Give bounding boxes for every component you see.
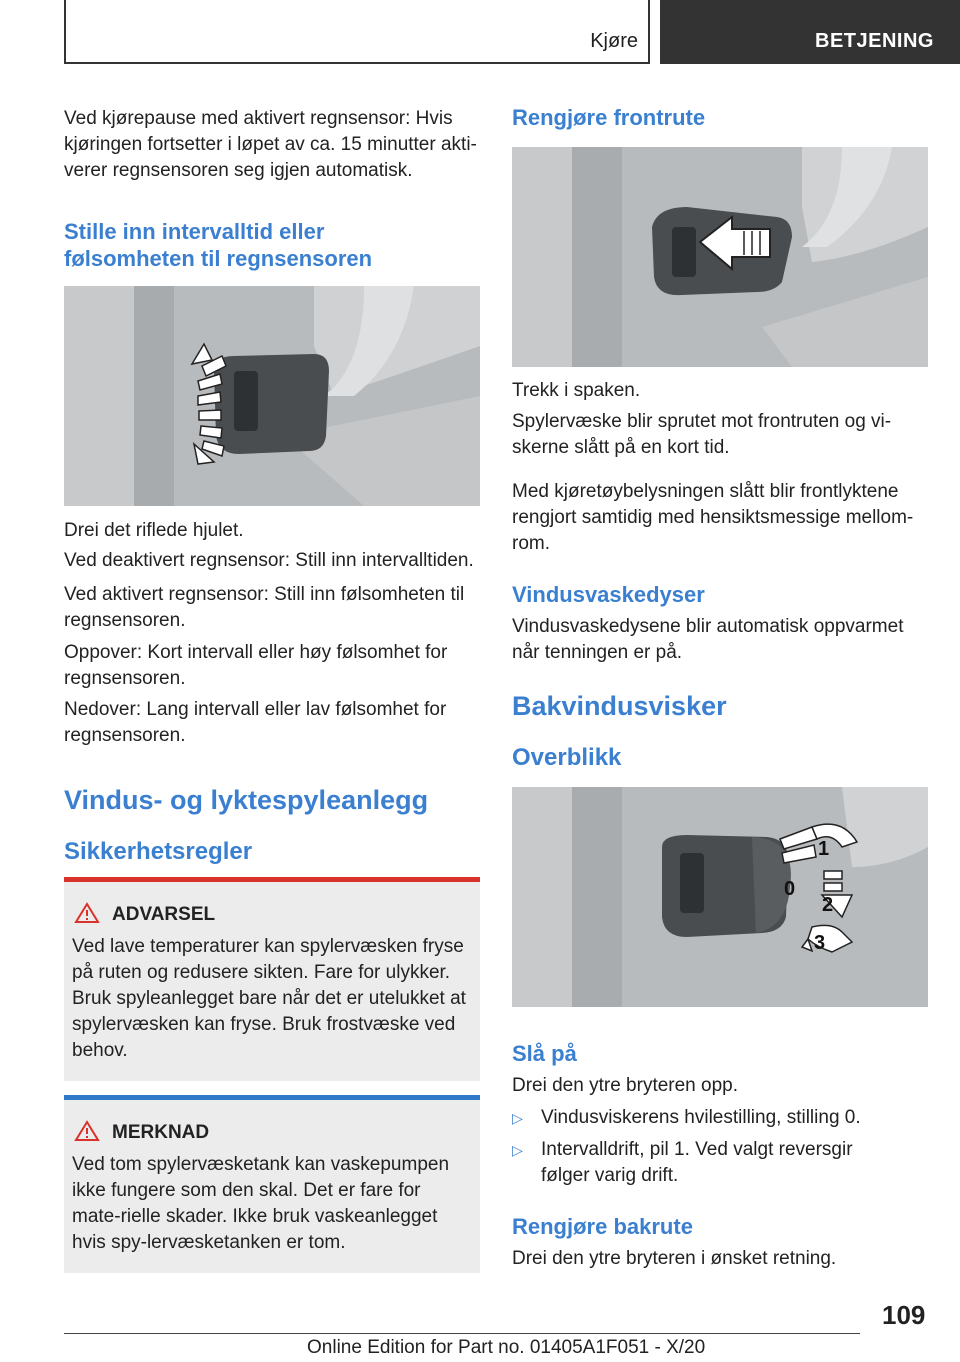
warning-icon xyxy=(74,902,100,924)
label-0: 0 xyxy=(784,878,796,900)
p-trekk: Trekk i spaken. xyxy=(512,380,641,401)
triangle-bullet-icon: ▷ xyxy=(512,1110,523,1126)
heading-safety: Sikkerhetsregler xyxy=(64,838,253,865)
wiper-wheel-illustration xyxy=(64,286,480,506)
heading-interval-line2: følsomheten til regnsensoren xyxy=(64,246,373,271)
p-deaktivert: Ved deaktivert regnsensor: Still inn intervalltiden. xyxy=(64,550,474,571)
p-nedover: Nedover: Lang intervall eller lav følsomhet for regnsensoren. xyxy=(64,699,447,746)
list-item xyxy=(512,1137,932,1189)
rear-wiper-illustration xyxy=(512,787,928,1007)
footer-divider xyxy=(64,1333,860,1334)
note-box xyxy=(64,1095,480,1273)
warning-title: ADVARSEL xyxy=(112,904,216,925)
label-2: 2 xyxy=(822,894,834,916)
pull-lever-illustration xyxy=(512,147,928,367)
p-drei-opp: Drei den ytre bryteren opp. xyxy=(512,1075,739,1096)
p-spylervaeske: Spylervæske blir sprutet mot frontruten og vi‐skerne slått på en kort tid. xyxy=(512,411,892,458)
chapter-title: BETJENING xyxy=(815,30,934,52)
p-drei-retning: Drei den ytre bryteren i ønsket retning. xyxy=(512,1248,837,1269)
list-item-text: Intervalldrift, pil 1. Ved valgt reversgir følger varig drift. xyxy=(541,1139,853,1186)
intro-text: Ved kjørepause med aktivert regnsensor: Hvis kjøringen fortsetter i løpet av ca. 15 minutter akti‐verer regnsensoren seg igjen automatisk. xyxy=(64,108,477,181)
chapter-tab xyxy=(660,0,960,64)
heading-rear-wiper: Bakvindusvisker xyxy=(512,691,727,721)
heading-overview: Overblikk xyxy=(512,744,622,771)
footer-text: Online Edition for Part no. 01405A1F051 - X/20 xyxy=(307,1337,706,1358)
warning-text: Ved lave temperaturer kan spylervæsken fryse på ruten og redusere sikten. Fare for ulykker. Bruk spyleanlegget bare når det er utelukket at spylervæsken kan fryse. Bruk frostvæske ved behov. xyxy=(72,936,466,1061)
triangle-bullet-icon: ▷ xyxy=(512,1142,523,1158)
heading-nozzles: Vindusvaskedyser xyxy=(512,582,705,607)
list-item xyxy=(512,1105,932,1131)
section-title: Kjøre xyxy=(590,30,638,52)
label-1: 1 xyxy=(818,838,830,860)
note-text: Ved tom spylervæsketank kan vaskepumpen ikke fungere som den skal. Det er fare for mate‐rielle skader. Ikke bruk vaskeanlegget hvis spy‐lervæsketanken er tom. xyxy=(72,1154,450,1253)
page-number: 109 xyxy=(882,1300,926,1330)
header-box xyxy=(64,0,650,64)
p-drei-hjulet: Drei det riflede hjulet. xyxy=(64,520,244,541)
p-dyser: Vindusvaskedysene blir automatisk oppvarmet når tenningen er på. xyxy=(512,616,904,663)
list-item-text: Vindusviskerens hvilestilling, stilling 0. xyxy=(541,1107,861,1128)
heading-clean-windscreen: Rengjøre frontrute xyxy=(512,105,706,130)
p-oppover: Oppover: Kort intervall eller høy følsomhet for regnsensoren. xyxy=(64,642,448,689)
heading-switch-on: Slå på xyxy=(512,1041,577,1066)
note-icon xyxy=(74,1120,100,1142)
p-kjoretoybelysning: Med kjøretøybelysningen slått blir frontlyktene rengjort samtidig med hensiktsmessige mellom‐rom. xyxy=(512,481,914,554)
heading-interval xyxy=(64,218,484,272)
heading-clean-rear: Rengjøre bakrute xyxy=(512,1214,693,1239)
label-3: 3 xyxy=(814,932,826,954)
warning-box xyxy=(64,877,480,1081)
note-title: MERKNAD xyxy=(112,1122,210,1143)
heading-washer: Vindus- og lyktespyleanlegg xyxy=(64,785,429,815)
heading-interval-line1: Stille inn intervalltid eller xyxy=(64,219,325,244)
p-aktivert: Ved aktivert regnsensor: Still inn følsomheten til regnsensoren. xyxy=(64,584,465,631)
